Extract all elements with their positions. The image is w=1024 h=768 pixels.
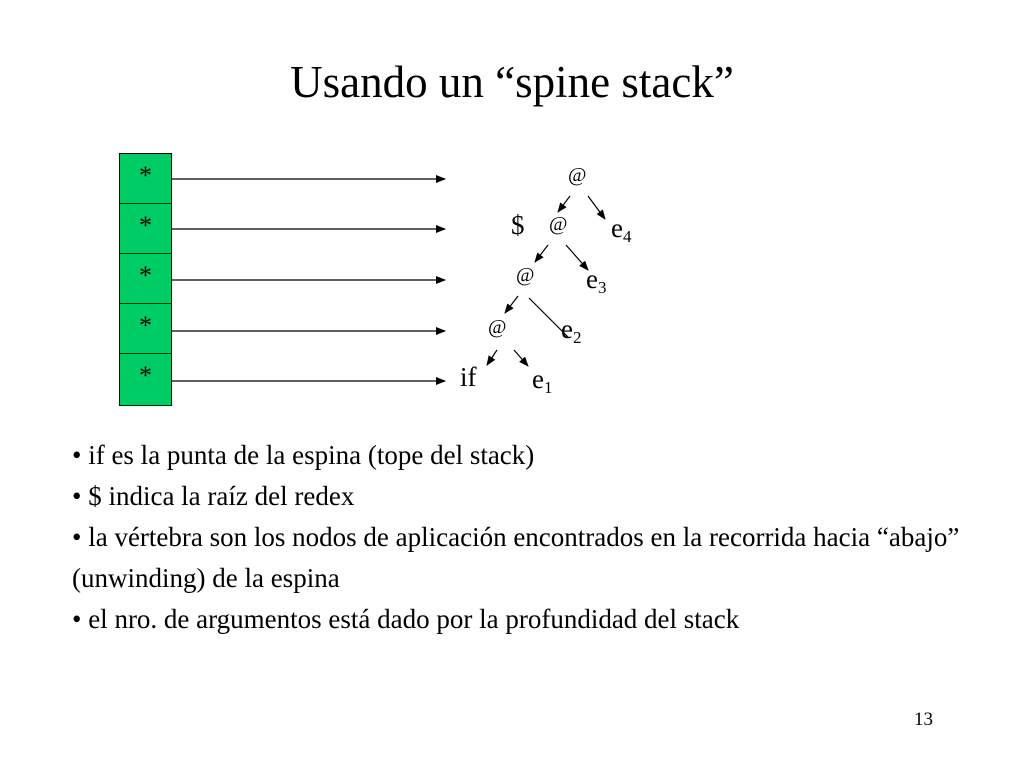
tree-arg-node: $e_2$: [561, 314, 582, 347]
tree-app-node: @: [549, 213, 568, 235]
tree-edge: [487, 350, 497, 365]
slide-title: Usando un “spine stack”: [290, 57, 734, 107]
tree-edge: [535, 245, 548, 262]
tree-arg-node: $e_3$: [586, 264, 607, 297]
page-number: 13: [914, 709, 933, 730]
stack-cell: *: [120, 204, 171, 254]
tree-app-node: @: [516, 264, 535, 286]
stack-cell: *: [120, 154, 171, 204]
tree-edge: [514, 350, 528, 366]
tree-arg-node: $e_1$: [532, 364, 553, 397]
tree-root-app-node: @: [568, 164, 587, 186]
redex-root-marker: $: [511, 210, 525, 240]
tree-edge: [566, 245, 588, 270]
tree-app-node: @: [488, 316, 507, 338]
tree-edge: [588, 196, 605, 219]
spine-head-node: if: [460, 362, 477, 392]
tree-edge: [558, 196, 570, 212]
bullet-item: • el nro. de argumentos está dado por la profundidad del stack: [72, 604, 740, 634]
bullet-list: [72, 435, 972, 640]
tree-edge: [505, 296, 518, 313]
bullet-item: • $ indica la raíz del redex: [72, 481, 355, 511]
stack-cell: *: [139, 361, 152, 390]
bullet-item: • la vértebra son los nodos de aplicación encontrados en la recorrida hacia “abajo” (unwinding) de la espina: [72, 522, 960, 593]
bullet-item: • if es la punta de la espina (tope del stack): [72, 440, 535, 470]
stack-cell: *: [120, 304, 171, 354]
tree-arg-node: $e_4$: [611, 213, 632, 246]
stack-cell: *: [120, 254, 171, 304]
